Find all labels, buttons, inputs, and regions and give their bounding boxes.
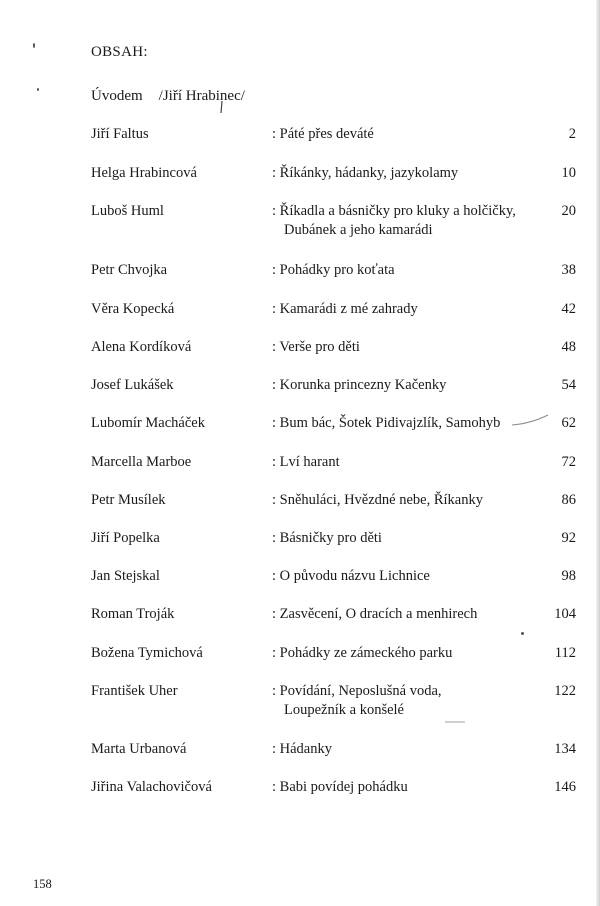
entry-author: Marta Urbanová bbox=[91, 741, 187, 757]
entry-title-line: : O původu názvu Lichnice bbox=[272, 568, 430, 584]
scan-speck bbox=[33, 43, 35, 48]
entry-author: Petr Musílek bbox=[91, 492, 166, 508]
entry-author: Jiří Faltus bbox=[91, 126, 149, 142]
entry-title-line: : Lví harant bbox=[272, 454, 340, 470]
entry-title-line: : Básničky pro děti bbox=[272, 530, 382, 546]
entry-title bbox=[272, 338, 540, 357]
intro-author: /Jiří Hrabinec/ bbox=[158, 88, 245, 104]
entry-title-line: : Říkadla a básničky pro kluky a holčičky, bbox=[272, 203, 516, 219]
pen-stroke-mark bbox=[218, 100, 226, 114]
entry-title bbox=[272, 414, 540, 433]
entry-title bbox=[272, 740, 540, 759]
entry-title bbox=[272, 682, 540, 720]
entry-author: Helga Hrabincová bbox=[91, 165, 197, 181]
entry-author: Lubomír Macháček bbox=[91, 415, 205, 431]
entry-author: Petr Chvojka bbox=[91, 262, 168, 278]
entry-title bbox=[272, 778, 540, 797]
entry-author: Jiřina Valachovičová bbox=[91, 779, 212, 795]
entry-page-number: 2 bbox=[568, 126, 576, 142]
entry-page-number: 92 bbox=[561, 530, 576, 546]
entry-page-number: 122 bbox=[554, 683, 576, 699]
entry-author: Alena Kordíková bbox=[91, 339, 192, 355]
entry-author: Věra Kopecká bbox=[91, 301, 175, 317]
entry-title-line: : Sněhuláci, Hvězdné nebe, Říkanky bbox=[272, 492, 483, 508]
entry-page-number: 20 bbox=[561, 203, 576, 219]
page-edge-shadow bbox=[596, 0, 600, 906]
pen-stroke-mark bbox=[444, 719, 466, 725]
entry-title-line: : Zasvěcení, O dracích a menhirech bbox=[272, 606, 478, 622]
entry-title bbox=[272, 125, 540, 144]
entry-author: František Uher bbox=[91, 683, 178, 699]
entry-page-number: 38 bbox=[561, 262, 576, 278]
entry-title-line: : Hádanky bbox=[272, 741, 332, 757]
entry-page-number: 62 bbox=[561, 415, 576, 431]
entry-title bbox=[272, 261, 540, 280]
entry-page-number: 86 bbox=[561, 492, 576, 508]
entry-title bbox=[272, 529, 540, 548]
entry-title bbox=[272, 491, 540, 510]
entry-title bbox=[272, 300, 540, 319]
entry-title-line: : Bum bác, Šotek Pidivajzlík, Samohyb bbox=[272, 415, 501, 431]
contents-heading: OBSAH: bbox=[91, 44, 148, 60]
pen-stroke-mark bbox=[510, 412, 550, 428]
entry-title bbox=[272, 202, 540, 240]
entry-title-line: : Kamarádi z mé zahrady bbox=[272, 301, 418, 317]
entry-title-line: : Povídání, Neposlušná voda, bbox=[272, 683, 442, 699]
entry-author: Luboš Huml bbox=[91, 203, 164, 219]
entry-page-number: 48 bbox=[561, 339, 576, 355]
entry-page-number: 10 bbox=[561, 165, 576, 181]
intro-label: Úvodem bbox=[91, 88, 143, 104]
entry-page-number: 134 bbox=[554, 741, 576, 757]
entry-title bbox=[272, 453, 540, 472]
entry-author: Jan Stejskal bbox=[91, 568, 160, 584]
entry-title bbox=[272, 376, 540, 395]
entry-title bbox=[272, 605, 540, 624]
entry-title-line: : Říkánky, hádanky, jazykolamy bbox=[272, 165, 459, 181]
entry-page-number: 98 bbox=[561, 568, 576, 584]
entry-title-line: : Babi povídej pohádku bbox=[272, 779, 408, 795]
entry-page-number: 104 bbox=[554, 606, 576, 622]
entry-page-number: 54 bbox=[561, 377, 576, 393]
entry-author: Božena Tymichová bbox=[91, 645, 203, 661]
entry-page-number: 112 bbox=[554, 645, 576, 661]
entry-author: Josef Lukášek bbox=[91, 377, 174, 393]
entry-title-line: : Pohádky pro koťata bbox=[272, 262, 395, 278]
entry-page-number: 146 bbox=[554, 779, 576, 795]
entry-title bbox=[272, 644, 540, 663]
entry-title-line: : Pohádky ze zámeckého parku bbox=[272, 645, 453, 661]
entry-title-line: Loupežník a konšelé bbox=[284, 702, 404, 718]
entry-page-number: 42 bbox=[561, 301, 576, 317]
page-number: 158 bbox=[33, 877, 52, 891]
entry-title-line: : Verše pro děti bbox=[272, 339, 360, 355]
scan-speck bbox=[37, 88, 39, 91]
entry-author: Marcella Marboe bbox=[91, 454, 192, 470]
entry-title bbox=[272, 164, 540, 183]
entry-title-line: : Páté přes deváté bbox=[272, 126, 374, 142]
entry-author: Jiří Popelka bbox=[91, 530, 160, 546]
scan-speck bbox=[521, 632, 524, 635]
entry-title bbox=[272, 567, 540, 586]
entry-title-line: Dubánek a jeho kamarádi bbox=[284, 222, 433, 238]
entry-author: Roman Troják bbox=[91, 606, 175, 622]
entry-title-line: : Korunka princezny Kačenky bbox=[272, 377, 447, 393]
entry-page-number: 72 bbox=[561, 454, 576, 470]
